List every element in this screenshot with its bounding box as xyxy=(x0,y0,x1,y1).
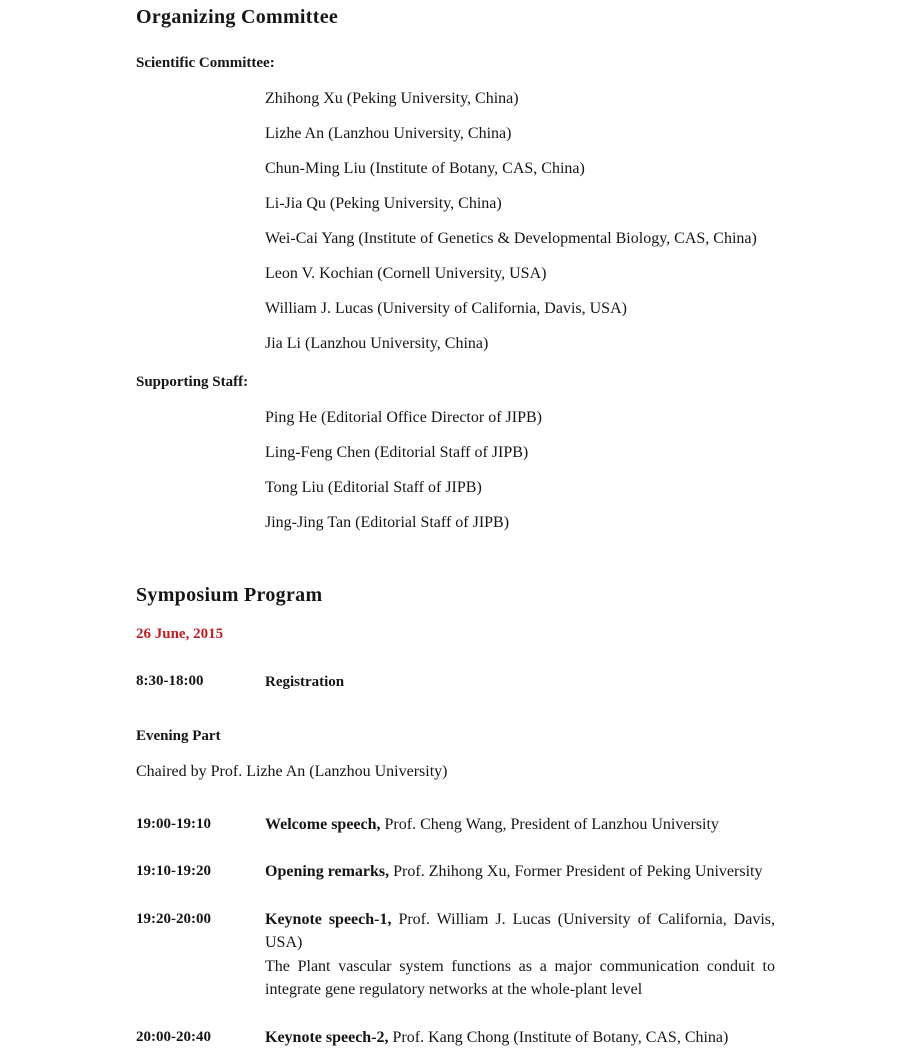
scientific-member: Jia Li (Lanzhou University, China) xyxy=(265,332,775,355)
session-title: Opening remarks, xyxy=(265,863,389,880)
staff-member: Ping He (Editorial Office Director of JIPB) xyxy=(265,406,775,429)
session-text xyxy=(265,813,775,837)
program-date: 26 June, 2015 xyxy=(136,623,775,645)
registration-label: Registration xyxy=(265,674,344,690)
session-details: Prof. Zhihong Xu, Former President of Peking University xyxy=(393,863,762,880)
supporting-staff-label: Supporting Staff: xyxy=(136,371,775,393)
session-title: Keynote speech-2, xyxy=(265,1029,389,1046)
chair-line: Chaired by Prof. Lizhe An (Lanzhou University) xyxy=(136,760,775,783)
session-time: 20:00-20:40 xyxy=(136,1026,265,1049)
scientific-member: Leon V. Kochian (Cornell University, USA) xyxy=(265,262,775,285)
session-title: Welcome speech, xyxy=(265,816,381,833)
scientific-member: Wei-Cai Yang (Institute of Genetics & Developmental Biology, CAS, China) xyxy=(265,227,775,250)
session-text xyxy=(265,908,775,955)
session-text xyxy=(265,860,775,884)
session-abstract: The Plant vascular system functions as a major communication conduit to integrate gene regulatory networks at the whole-plant level xyxy=(265,955,775,1002)
symposium-program-heading: Symposium Program xyxy=(136,582,775,608)
scientific-committee-label: Scientific Committee: xyxy=(136,52,775,74)
scientific-member: Zhihong Xu (Peking University, China) xyxy=(265,87,775,110)
organizing-committee-heading: Organizing Committee xyxy=(136,4,775,30)
session-row xyxy=(136,908,775,1002)
staff-member: Tong Liu (Editorial Staff of JIPB) xyxy=(265,476,775,499)
session-details: Prof. Kang Chong (Institute of Botany, CAS, China) xyxy=(393,1029,729,1046)
scientific-member: Li-Jia Qu (Peking University, China) xyxy=(265,192,775,215)
scientific-member: Chun-Ming Liu (Institute of Botany, CAS, China) xyxy=(265,157,775,180)
scientific-member: William J. Lucas (University of California, Davis, USA) xyxy=(265,297,775,320)
session-title: Keynote speech-1, xyxy=(265,911,391,928)
session-details: Prof. William J. Lucas (University of California, Davis, USA) xyxy=(265,911,775,952)
session-time: 19:10-19:20 xyxy=(136,860,265,884)
staff-member: Ling-Feng Chen (Editorial Staff of JIPB) xyxy=(265,441,775,464)
session-row xyxy=(136,1026,775,1049)
session-details: Prof. Cheng Wang, President of Lanzhou University xyxy=(385,816,719,833)
evening-part-label: Evening Part xyxy=(136,725,775,747)
registration-row xyxy=(136,670,775,695)
staff-member: Jing-Jing Tan (Editorial Staff of JIPB) xyxy=(265,511,775,534)
session-time: 19:00-19:10 xyxy=(136,813,265,837)
session-time: 19:20-20:00 xyxy=(136,908,265,932)
session-text xyxy=(265,1026,775,1049)
scientific-member: Lizhe An (Lanzhou University, China) xyxy=(265,122,775,145)
session-row xyxy=(136,813,775,837)
session-row xyxy=(136,860,775,884)
registration-time: 8:30-18:00 xyxy=(136,670,265,694)
